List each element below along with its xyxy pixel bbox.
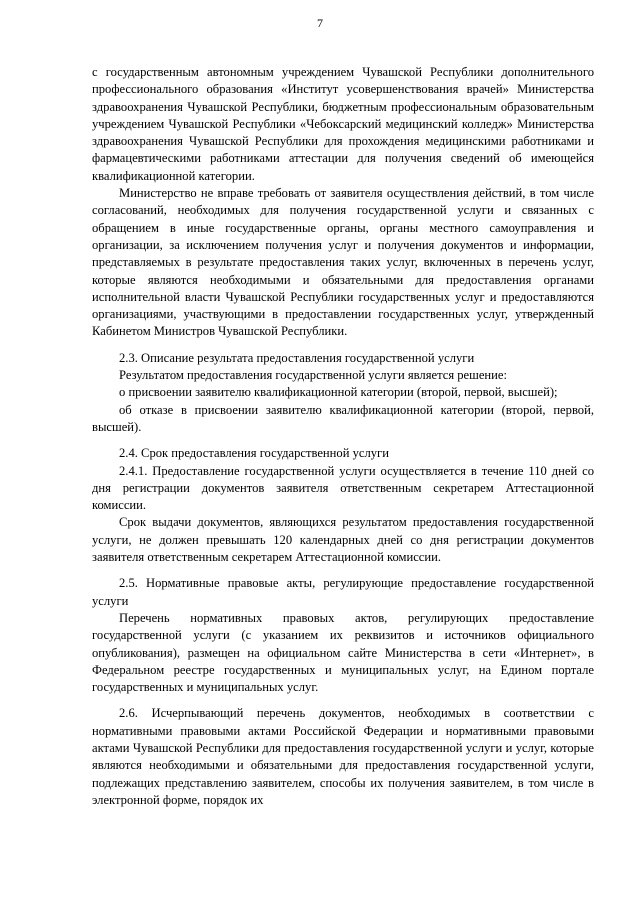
paragraph: 2.5. Нормативные правовые акты, регулирующие предоставление государственной услуги: [92, 576, 594, 608]
paragraph: 2.6. Исчерпывающий перечень документов, необходимых в соответствии с нормативными правовыми актами Российской Федерации и нормативными правовыми актами Чувашской Республики для предоставления государственной услуги и услуг, которые являются необходимыми и обязательными для предоставления государственной услуги, подлежащих представлению заявителем, способы их получения заявителем, в том числе в электронной форме, порядок их: [92, 706, 594, 807]
paragraph: Перечень нормативных правовых актов, регулирующих предоставление государственной услуги (с указанием их реквизитов и источников официального опубликования), размещен на официальном сайте Министерства в сети «Интернет», в Федеральном реестре государственных и муниципальных услуг, на Едином портале государственных и муниципальных услуг.: [92, 610, 594, 695]
paragraph-spacer: [92, 341, 594, 350]
paragraph: Срок выдачи документов, являющихся результатом предоставления государственной услуги, не должен превышать 120 календарных дней со дня регистрации документов заявителя ответственным секретарем Аттестационной комиссии.: [92, 515, 594, 565]
paragraph: Министерство не вправе требовать от заявителя осуществления действий, в том числе согласований, необходимых для получения государственной услуги и связанных с обращением в иные государственные органы, органы местного самоуправления и организации, за исключением получения услуг и получения документов и информации, представляемых в результате предоставления таких услуг, включенных в перечень услуг, которые являются необходимыми и обязательными для предоставления органами исполнительной власти Чувашской Республики государственных услуг и предоставляются организациями, участвующими в предоставлении государственных услуг, утвержденный Кабинетом Министров Чувашской Республики.: [92, 186, 594, 339]
page-number: 7: [317, 16, 323, 30]
paragraph: об отказе в присвоении заявителю квалификационной категории (второй, первой, высшей).: [92, 402, 594, 434]
paragraph-spacer: [92, 566, 594, 575]
paragraph-spacer: [92, 696, 594, 705]
paragraph: с государственным автономным учреждением Чувашской Республики дополнительного профессионального образования «Институт усовершенствования врачей» Министерства здравоохранения Чувашской Республики, бюджетным профессиональным образовательным учреждением Чувашской Республики «Чебоксарский медицинский колледж» Министерства здравоохранения Чувашской Республики для прохождения медицинскими работниками и фармацевтическими работниками аттестации для получения сведений об имеющейся квалификационной категории.: [92, 65, 594, 183]
paragraph: 2.4. Срок предоставления государственной услуги: [119, 446, 389, 461]
paragraph: о присвоении заявителю квалификационной категории (второй, первой, высшей);: [119, 385, 558, 400]
paragraph: Результатом предоставления государственной услуги является решение:: [119, 368, 508, 383]
paragraph-spacer: [92, 436, 594, 445]
paragraph: 2.3. Описание результата предоставления государственной услуги: [119, 350, 475, 365]
document-body: [92, 64, 594, 809]
paragraph: 2.4.1. Предоставление государственной услуги осуществляется в течение 110 дней со дня регистрации документов заявителя ответственным секретарем Аттестационной комиссии.: [92, 463, 594, 513]
